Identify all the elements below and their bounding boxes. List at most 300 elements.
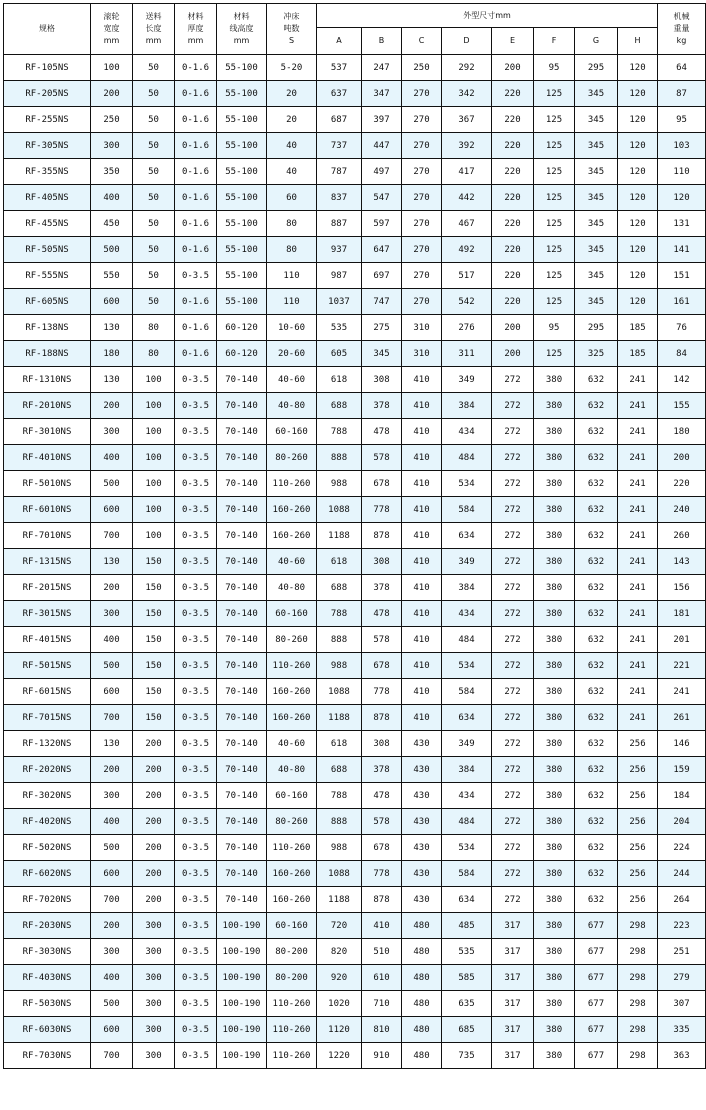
cell-weight: 84 bbox=[658, 341, 706, 367]
cell-dim-f: 125 bbox=[534, 341, 575, 367]
cell-strokes: 80-260 bbox=[267, 627, 317, 653]
cell-dim-f: 380 bbox=[534, 731, 575, 757]
cell-dim-f: 125 bbox=[534, 211, 575, 237]
cell-dim-e: 220 bbox=[492, 133, 534, 159]
cell-feed-length: 100 bbox=[133, 367, 175, 393]
cell-dim-d: 349 bbox=[442, 549, 492, 575]
table-row bbox=[4, 757, 706, 783]
cell-model: RF-455NS bbox=[4, 211, 91, 237]
cell-dim-f: 380 bbox=[534, 679, 575, 705]
cell-dim-h: 256 bbox=[618, 861, 658, 887]
cell-line-height: 70-140 bbox=[217, 809, 267, 835]
cell-dim-g: 632 bbox=[575, 705, 618, 731]
cell-weight: 204 bbox=[658, 809, 706, 835]
cell-dim-a: 888 bbox=[317, 445, 362, 471]
cell-feed-length: 50 bbox=[133, 159, 175, 185]
cell-dim-b: 810 bbox=[362, 1017, 402, 1043]
cell-strokes: 40-60 bbox=[267, 731, 317, 757]
header-feed-length: 送料 长度 mm bbox=[133, 4, 175, 55]
cell-strokes: 80-200 bbox=[267, 939, 317, 965]
cell-thickness: 0-3.5 bbox=[175, 887, 217, 913]
cell-weight: 363 bbox=[658, 1043, 706, 1069]
table-row bbox=[4, 185, 706, 211]
cell-dim-e: 272 bbox=[492, 653, 534, 679]
cell-dim-a: 788 bbox=[317, 419, 362, 445]
cell-roller-width: 500 bbox=[91, 653, 133, 679]
cell-line-height: 70-140 bbox=[217, 653, 267, 679]
cell-dim-g: 632 bbox=[575, 549, 618, 575]
cell-model: RF-555NS bbox=[4, 263, 91, 289]
cell-weight: 142 bbox=[658, 367, 706, 393]
cell-dim-d: 485 bbox=[442, 913, 492, 939]
cell-dim-f: 125 bbox=[534, 237, 575, 263]
cell-dim-a: 618 bbox=[317, 731, 362, 757]
cell-thickness: 0-3.5 bbox=[175, 471, 217, 497]
cell-dim-d: 392 bbox=[442, 133, 492, 159]
cell-strokes: 40 bbox=[267, 133, 317, 159]
cell-feed-length: 200 bbox=[133, 757, 175, 783]
header-roller-width: 滚轮 宽度 mm bbox=[91, 4, 133, 55]
cell-line-height: 70-140 bbox=[217, 419, 267, 445]
table-row bbox=[4, 445, 706, 471]
cell-line-height: 100-190 bbox=[217, 991, 267, 1017]
cell-line-height: 70-140 bbox=[217, 887, 267, 913]
cell-line-height: 55-100 bbox=[217, 159, 267, 185]
cell-thickness: 0-1.6 bbox=[175, 341, 217, 367]
cell-strokes: 40-60 bbox=[267, 367, 317, 393]
cell-roller-width: 400 bbox=[91, 627, 133, 653]
cell-dim-a: 787 bbox=[317, 159, 362, 185]
table-row bbox=[4, 211, 706, 237]
cell-feed-length: 150 bbox=[133, 705, 175, 731]
cell-dim-c: 430 bbox=[402, 809, 442, 835]
cell-dim-b: 678 bbox=[362, 835, 402, 861]
header-line-height: 材料 线高度 mm bbox=[217, 4, 267, 55]
cell-dim-g: 345 bbox=[575, 81, 618, 107]
cell-feed-length: 50 bbox=[133, 237, 175, 263]
cell-dim-h: 120 bbox=[618, 211, 658, 237]
cell-dim-c: 270 bbox=[402, 185, 442, 211]
cell-dim-c: 410 bbox=[402, 627, 442, 653]
cell-dim-a: 618 bbox=[317, 549, 362, 575]
cell-line-height: 70-140 bbox=[217, 757, 267, 783]
cell-dim-g: 677 bbox=[575, 1017, 618, 1043]
cell-roller-width: 350 bbox=[91, 159, 133, 185]
header-dim-a: A bbox=[317, 28, 362, 55]
cell-dim-e: 272 bbox=[492, 575, 534, 601]
cell-dim-a: 687 bbox=[317, 107, 362, 133]
cell-dim-f: 380 bbox=[534, 445, 575, 471]
cell-dim-d: 442 bbox=[442, 185, 492, 211]
cell-dim-g: 632 bbox=[575, 679, 618, 705]
cell-thickness: 0-1.6 bbox=[175, 211, 217, 237]
cell-roller-width: 450 bbox=[91, 211, 133, 237]
cell-weight: 143 bbox=[658, 549, 706, 575]
cell-dim-f: 380 bbox=[534, 757, 575, 783]
header-dim-g: G bbox=[575, 28, 618, 55]
cell-dim-h: 241 bbox=[618, 471, 658, 497]
cell-strokes: 80-260 bbox=[267, 445, 317, 471]
cell-dim-e: 317 bbox=[492, 913, 534, 939]
cell-dim-g: 345 bbox=[575, 133, 618, 159]
cell-feed-length: 150 bbox=[133, 627, 175, 653]
cell-dim-c: 270 bbox=[402, 81, 442, 107]
cell-roller-width: 500 bbox=[91, 991, 133, 1017]
cell-model: RF-5015NS bbox=[4, 653, 91, 679]
cell-weight: 103 bbox=[658, 133, 706, 159]
cell-feed-length: 50 bbox=[133, 185, 175, 211]
cell-dim-d: 492 bbox=[442, 237, 492, 263]
cell-dim-h: 241 bbox=[618, 523, 658, 549]
cell-strokes: 80-260 bbox=[267, 809, 317, 835]
cell-dim-b: 697 bbox=[362, 263, 402, 289]
cell-weight: 151 bbox=[658, 263, 706, 289]
cell-dim-h: 241 bbox=[618, 601, 658, 627]
table-row bbox=[4, 601, 706, 627]
cell-dim-h: 120 bbox=[618, 55, 658, 81]
cell-dim-g: 632 bbox=[575, 497, 618, 523]
cell-dim-f: 380 bbox=[534, 939, 575, 965]
cell-thickness: 0-3.5 bbox=[175, 653, 217, 679]
cell-dim-g: 632 bbox=[575, 367, 618, 393]
cell-dim-c: 410 bbox=[402, 705, 442, 731]
cell-dim-d: 349 bbox=[442, 367, 492, 393]
cell-strokes: 160-260 bbox=[267, 705, 317, 731]
cell-model: RF-1310NS bbox=[4, 367, 91, 393]
cell-dim-g: 632 bbox=[575, 627, 618, 653]
cell-feed-length: 300 bbox=[133, 1043, 175, 1069]
cell-model: RF-6015NS bbox=[4, 679, 91, 705]
table-row bbox=[4, 367, 706, 393]
cell-strokes: 110-260 bbox=[267, 835, 317, 861]
cell-dim-g: 632 bbox=[575, 835, 618, 861]
cell-strokes: 80-200 bbox=[267, 965, 317, 991]
cell-feed-length: 50 bbox=[133, 81, 175, 107]
cell-line-height: 100-190 bbox=[217, 965, 267, 991]
cell-model: RF-2015NS bbox=[4, 575, 91, 601]
cell-dim-b: 478 bbox=[362, 419, 402, 445]
cell-thickness: 0-3.5 bbox=[175, 393, 217, 419]
table-row bbox=[4, 289, 706, 315]
cell-dim-c: 270 bbox=[402, 133, 442, 159]
header-dim-c: C bbox=[402, 28, 442, 55]
cell-thickness: 0-3.5 bbox=[175, 497, 217, 523]
cell-roller-width: 200 bbox=[91, 913, 133, 939]
cell-roller-width: 200 bbox=[91, 757, 133, 783]
cell-weight: 201 bbox=[658, 627, 706, 653]
cell-dim-e: 317 bbox=[492, 965, 534, 991]
cell-dim-h: 241 bbox=[618, 445, 658, 471]
cell-weight: 251 bbox=[658, 939, 706, 965]
cell-dim-b: 308 bbox=[362, 367, 402, 393]
cell-dim-d: 517 bbox=[442, 263, 492, 289]
cell-dim-g: 632 bbox=[575, 575, 618, 601]
cell-dim-f: 95 bbox=[534, 315, 575, 341]
cell-dim-d: 484 bbox=[442, 627, 492, 653]
table-row bbox=[4, 809, 706, 835]
cell-strokes: 160-260 bbox=[267, 679, 317, 705]
table-row bbox=[4, 887, 706, 913]
cell-dim-c: 480 bbox=[402, 991, 442, 1017]
cell-feed-length: 50 bbox=[133, 55, 175, 81]
cell-line-height: 70-140 bbox=[217, 393, 267, 419]
cell-model: RF-105NS bbox=[4, 55, 91, 81]
cell-thickness: 0-3.5 bbox=[175, 809, 217, 835]
cell-dim-h: 241 bbox=[618, 549, 658, 575]
cell-feed-length: 100 bbox=[133, 497, 175, 523]
table-row bbox=[4, 783, 706, 809]
cell-model: RF-2020NS bbox=[4, 757, 91, 783]
cell-dim-a: 988 bbox=[317, 835, 362, 861]
cell-line-height: 100-190 bbox=[217, 1043, 267, 1069]
cell-line-height: 55-100 bbox=[217, 211, 267, 237]
cell-roller-width: 500 bbox=[91, 471, 133, 497]
cell-roller-width: 200 bbox=[91, 393, 133, 419]
cell-strokes: 20 bbox=[267, 81, 317, 107]
cell-dim-h: 185 bbox=[618, 341, 658, 367]
cell-model: RF-355NS bbox=[4, 159, 91, 185]
cell-dim-c: 410 bbox=[402, 679, 442, 705]
cell-model: RF-138NS bbox=[4, 315, 91, 341]
cell-dim-b: 547 bbox=[362, 185, 402, 211]
cell-weight: 224 bbox=[658, 835, 706, 861]
cell-dim-a: 688 bbox=[317, 575, 362, 601]
cell-dim-e: 272 bbox=[492, 419, 534, 445]
cell-model: RF-255NS bbox=[4, 107, 91, 133]
table-row bbox=[4, 965, 706, 991]
cell-dim-h: 120 bbox=[618, 81, 658, 107]
cell-dim-b: 878 bbox=[362, 523, 402, 549]
cell-dim-g: 345 bbox=[575, 211, 618, 237]
cell-model: RF-205NS bbox=[4, 81, 91, 107]
cell-thickness: 0-3.5 bbox=[175, 627, 217, 653]
cell-dim-f: 380 bbox=[534, 653, 575, 679]
cell-weight: 221 bbox=[658, 653, 706, 679]
cell-dim-e: 317 bbox=[492, 991, 534, 1017]
cell-dim-b: 578 bbox=[362, 445, 402, 471]
table-header bbox=[4, 4, 706, 55]
cell-dim-g: 632 bbox=[575, 887, 618, 913]
cell-dim-b: 578 bbox=[362, 809, 402, 835]
cell-dim-d: 534 bbox=[442, 471, 492, 497]
cell-dim-c: 410 bbox=[402, 549, 442, 575]
cell-roller-width: 400 bbox=[91, 445, 133, 471]
cell-dim-e: 272 bbox=[492, 627, 534, 653]
cell-roller-width: 100 bbox=[91, 55, 133, 81]
cell-dim-f: 380 bbox=[534, 705, 575, 731]
cell-weight: 159 bbox=[658, 757, 706, 783]
cell-dim-d: 484 bbox=[442, 809, 492, 835]
cell-thickness: 0-3.5 bbox=[175, 965, 217, 991]
cell-thickness: 0-3.5 bbox=[175, 1043, 217, 1069]
cell-thickness: 0-3.5 bbox=[175, 861, 217, 887]
cell-dim-c: 410 bbox=[402, 601, 442, 627]
cell-thickness: 0-3.5 bbox=[175, 991, 217, 1017]
cell-dim-g: 345 bbox=[575, 185, 618, 211]
cell-dim-g: 677 bbox=[575, 913, 618, 939]
cell-dim-d: 634 bbox=[442, 705, 492, 731]
cell-dim-h: 120 bbox=[618, 159, 658, 185]
cell-thickness: 0-3.5 bbox=[175, 913, 217, 939]
cell-model: RF-3015NS bbox=[4, 601, 91, 627]
cell-model: RF-3020NS bbox=[4, 783, 91, 809]
cell-feed-length: 150 bbox=[133, 575, 175, 601]
cell-dim-c: 430 bbox=[402, 861, 442, 887]
cell-dim-a: 688 bbox=[317, 757, 362, 783]
cell-dim-a: 605 bbox=[317, 341, 362, 367]
cell-feed-length: 200 bbox=[133, 809, 175, 835]
cell-dim-e: 272 bbox=[492, 783, 534, 809]
cell-dim-c: 310 bbox=[402, 341, 442, 367]
cell-line-height: 100-190 bbox=[217, 1017, 267, 1043]
cell-roller-width: 700 bbox=[91, 705, 133, 731]
cell-line-height: 70-140 bbox=[217, 497, 267, 523]
cell-dim-b: 478 bbox=[362, 783, 402, 809]
cell-dim-a: 837 bbox=[317, 185, 362, 211]
cell-line-height: 70-140 bbox=[217, 783, 267, 809]
cell-roller-width: 200 bbox=[91, 81, 133, 107]
table-row bbox=[4, 263, 706, 289]
cell-line-height: 70-140 bbox=[217, 601, 267, 627]
cell-dim-d: 349 bbox=[442, 731, 492, 757]
cell-model: RF-405NS bbox=[4, 185, 91, 211]
cell-dim-b: 597 bbox=[362, 211, 402, 237]
cell-strokes: 60-160 bbox=[267, 783, 317, 809]
cell-dim-e: 272 bbox=[492, 445, 534, 471]
cell-dim-g: 632 bbox=[575, 445, 618, 471]
cell-feed-length: 200 bbox=[133, 861, 175, 887]
cell-dim-a: 1120 bbox=[317, 1017, 362, 1043]
cell-feed-length: 80 bbox=[133, 315, 175, 341]
cell-dim-a: 888 bbox=[317, 627, 362, 653]
cell-line-height: 55-100 bbox=[217, 133, 267, 159]
cell-feed-length: 200 bbox=[133, 835, 175, 861]
cell-line-height: 60-120 bbox=[217, 341, 267, 367]
cell-weight: 110 bbox=[658, 159, 706, 185]
cell-feed-length: 100 bbox=[133, 419, 175, 445]
cell-dim-e: 220 bbox=[492, 159, 534, 185]
cell-dim-b: 878 bbox=[362, 705, 402, 731]
cell-weight: 64 bbox=[658, 55, 706, 81]
cell-thickness: 0-1.6 bbox=[175, 133, 217, 159]
cell-dim-b: 308 bbox=[362, 549, 402, 575]
cell-roller-width: 130 bbox=[91, 549, 133, 575]
cell-strokes: 160-260 bbox=[267, 523, 317, 549]
cell-strokes: 40-80 bbox=[267, 575, 317, 601]
cell-dim-g: 295 bbox=[575, 315, 618, 341]
cell-line-height: 55-100 bbox=[217, 263, 267, 289]
cell-dim-d: 467 bbox=[442, 211, 492, 237]
cell-dim-a: 820 bbox=[317, 939, 362, 965]
cell-dim-h: 298 bbox=[618, 939, 658, 965]
cell-weight: 180 bbox=[658, 419, 706, 445]
header-dim-h: H bbox=[618, 28, 658, 55]
cell-dim-g: 632 bbox=[575, 731, 618, 757]
cell-dim-a: 788 bbox=[317, 601, 362, 627]
cell-dim-a: 737 bbox=[317, 133, 362, 159]
cell-dim-f: 380 bbox=[534, 835, 575, 861]
cell-dim-d: 735 bbox=[442, 1043, 492, 1069]
table-row bbox=[4, 653, 706, 679]
cell-dim-d: 342 bbox=[442, 81, 492, 107]
cell-model: RF-7015NS bbox=[4, 705, 91, 731]
cell-dim-h: 241 bbox=[618, 497, 658, 523]
cell-model: RF-2010NS bbox=[4, 393, 91, 419]
cell-dim-b: 397 bbox=[362, 107, 402, 133]
cell-feed-length: 50 bbox=[133, 133, 175, 159]
cell-strokes: 60 bbox=[267, 185, 317, 211]
cell-dim-e: 220 bbox=[492, 211, 534, 237]
cell-weight: 264 bbox=[658, 887, 706, 913]
cell-strokes: 60-160 bbox=[267, 419, 317, 445]
cell-dim-e: 317 bbox=[492, 1017, 534, 1043]
cell-dim-b: 678 bbox=[362, 653, 402, 679]
cell-strokes: 60-160 bbox=[267, 913, 317, 939]
cell-thickness: 0-1.6 bbox=[175, 81, 217, 107]
cell-thickness: 0-3.5 bbox=[175, 263, 217, 289]
cell-dim-d: 434 bbox=[442, 601, 492, 627]
cell-roller-width: 130 bbox=[91, 731, 133, 757]
cell-line-height: 55-100 bbox=[217, 289, 267, 315]
cell-model: RF-4015NS bbox=[4, 627, 91, 653]
cell-dim-f: 380 bbox=[534, 575, 575, 601]
cell-thickness: 0-3.5 bbox=[175, 601, 217, 627]
cell-roller-width: 130 bbox=[91, 315, 133, 341]
cell-dim-d: 384 bbox=[442, 575, 492, 601]
cell-dim-e: 220 bbox=[492, 107, 534, 133]
table-row bbox=[4, 835, 706, 861]
cell-dim-h: 256 bbox=[618, 757, 658, 783]
cell-feed-length: 50 bbox=[133, 107, 175, 133]
cell-dim-c: 270 bbox=[402, 107, 442, 133]
cell-dim-b: 378 bbox=[362, 757, 402, 783]
cell-strokes: 110 bbox=[267, 263, 317, 289]
cell-dim-b: 345 bbox=[362, 341, 402, 367]
cell-model: RF-505NS bbox=[4, 237, 91, 263]
cell-dim-f: 125 bbox=[534, 159, 575, 185]
cell-strokes: 10-60 bbox=[267, 315, 317, 341]
cell-thickness: 0-1.6 bbox=[175, 237, 217, 263]
cell-dim-g: 632 bbox=[575, 601, 618, 627]
cell-strokes: 160-260 bbox=[267, 497, 317, 523]
cell-roller-width: 550 bbox=[91, 263, 133, 289]
cell-dim-d: 367 bbox=[442, 107, 492, 133]
table-body bbox=[4, 55, 706, 1069]
cell-thickness: 0-3.5 bbox=[175, 419, 217, 445]
cell-dim-e: 200 bbox=[492, 55, 534, 81]
cell-dim-g: 345 bbox=[575, 237, 618, 263]
cell-feed-length: 150 bbox=[133, 601, 175, 627]
table-row bbox=[4, 419, 706, 445]
cell-feed-length: 150 bbox=[133, 679, 175, 705]
cell-dim-e: 272 bbox=[492, 809, 534, 835]
cell-dim-g: 632 bbox=[575, 419, 618, 445]
cell-weight: 335 bbox=[658, 1017, 706, 1043]
cell-dim-a: 937 bbox=[317, 237, 362, 263]
cell-model: RF-5020NS bbox=[4, 835, 91, 861]
cell-weight: 241 bbox=[658, 679, 706, 705]
cell-dim-b: 308 bbox=[362, 731, 402, 757]
cell-dim-f: 125 bbox=[534, 81, 575, 107]
cell-dim-h: 298 bbox=[618, 1043, 658, 1069]
cell-line-height: 70-140 bbox=[217, 731, 267, 757]
cell-dim-f: 380 bbox=[534, 497, 575, 523]
cell-roller-width: 300 bbox=[91, 939, 133, 965]
cell-dim-c: 480 bbox=[402, 939, 442, 965]
cell-dim-b: 678 bbox=[362, 471, 402, 497]
cell-dim-e: 220 bbox=[492, 185, 534, 211]
cell-dim-c: 480 bbox=[402, 1043, 442, 1069]
